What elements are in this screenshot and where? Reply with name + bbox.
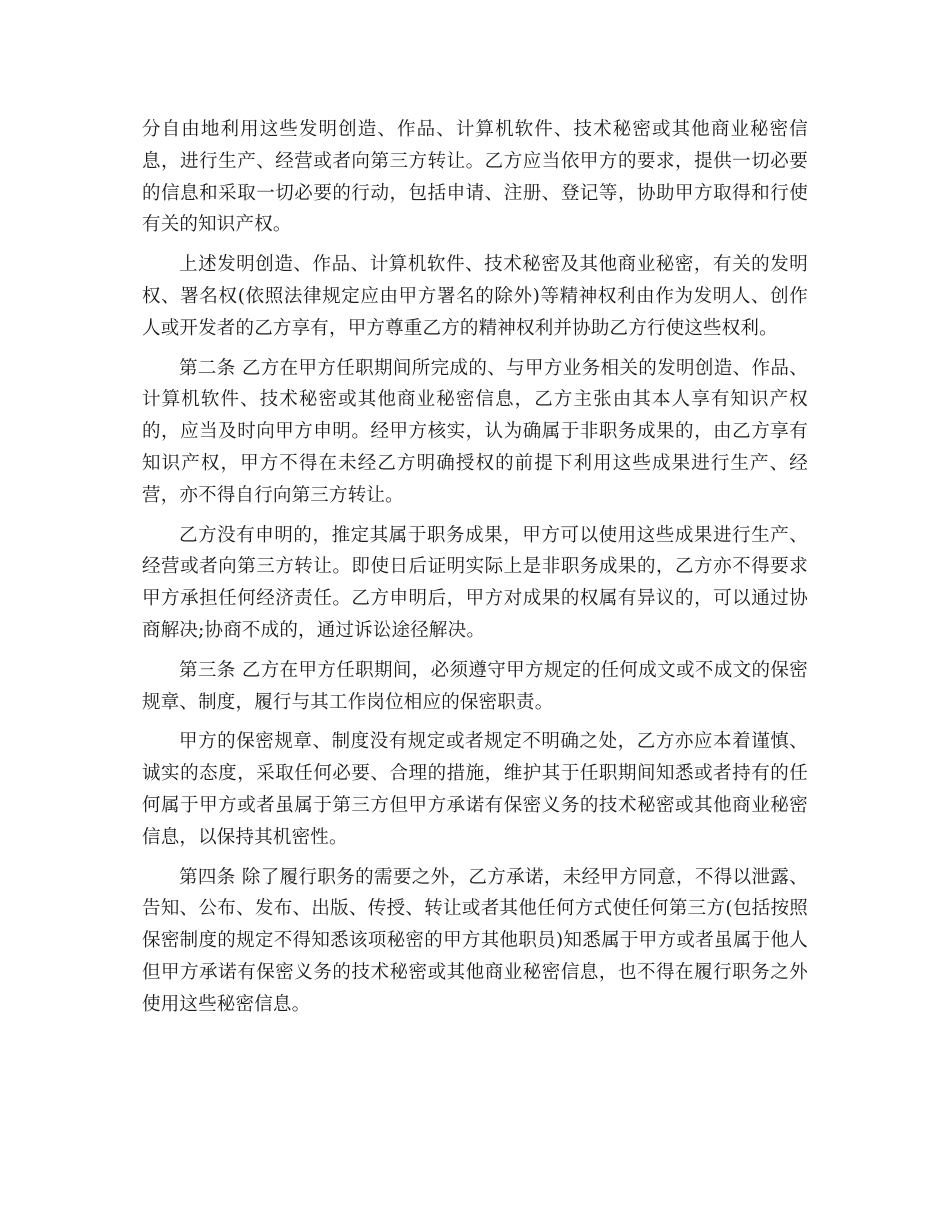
- paragraph-article-4: 第四条 除了履行职务的需要之外，乙方承诺，未经甲方同意，不得以泄露、告知、公布、发布、出版、传授、转让或者其他任何方式使任何第三方(包括按照保密制度的规定不得知悉该项秘密的甲方其他职员)知悉属于甲方或者虽属于他人但甲方承诺有保密义务的技术秘密或其他商业秘密信息，也不得在履行职务之外使用这些秘密信息。: [142, 866, 808, 1015]
- paragraph-article-3: 第三条 乙方在甲方任职期间，必须遵守甲方规定的任何成文或不成文的保密规章、制度，履行与其工作岗位相应的保密职责。: [142, 659, 808, 713]
- paragraph-article-2: 第二条 乙方在甲方任职期间所完成的、与甲方业务相关的发明创造、作品、计算机软件、技术秘密或其他商业秘密信息，乙方主张由其本人享有知识产权的，应当及时向甲方申明。经甲方核实，认为确属于非职务成果的，由乙方享有知识产权，甲方不得在未经乙方明确授权的前提下利用这些成果进行生产、经营，亦不得自行向第三方转让。: [142, 357, 808, 506]
- paragraph-2: 上述发明创造、作品、计算机软件、技术秘密及其他商业秘密，有关的发明权、署名权(依照法律规定应由甲方署名的除外)等精神权利由作为发明人、创作人或开发者的乙方享有，甲方尊重乙方的精神权利并协助乙方行使这些权利。: [142, 254, 808, 339]
- document-body: [142, 114, 808, 1029]
- paragraph-1: 分自由地利用这些发明创造、作品、计算机软件、技术秘密或其他商业秘密信息，进行生产、经营或者向第三方转让。乙方应当依甲方的要求，提供一切必要的信息和采取一切必要的行动，包括申请、注册、登记等，协助甲方取得和行使有关的知识产权。: [142, 119, 808, 236]
- paragraph-4: 乙方没有申明的，推定其属于职务成果，甲方可以使用这些成果进行生产、经营或者向第三方转让。即使日后证明实际上是非职务成果的，乙方亦不得要求甲方承担任何经济责任。乙方申明后，甲方对成果的权属有异议的，可以通过协商解决;协商不成的，通过诉讼途径解决。: [142, 524, 808, 641]
- paragraph-6: 甲方的保密规章、制度没有规定或者规定不明确之处，乙方亦应本着谨慎、诚实的态度，采取任何必要、合理的措施，维护其于任职期间知悉或者持有的任何属于甲方或者虽属于第三方但甲方承诺有保密义务的技术秘密或其他商业秘密信息，以保持其机密性。: [142, 731, 808, 848]
